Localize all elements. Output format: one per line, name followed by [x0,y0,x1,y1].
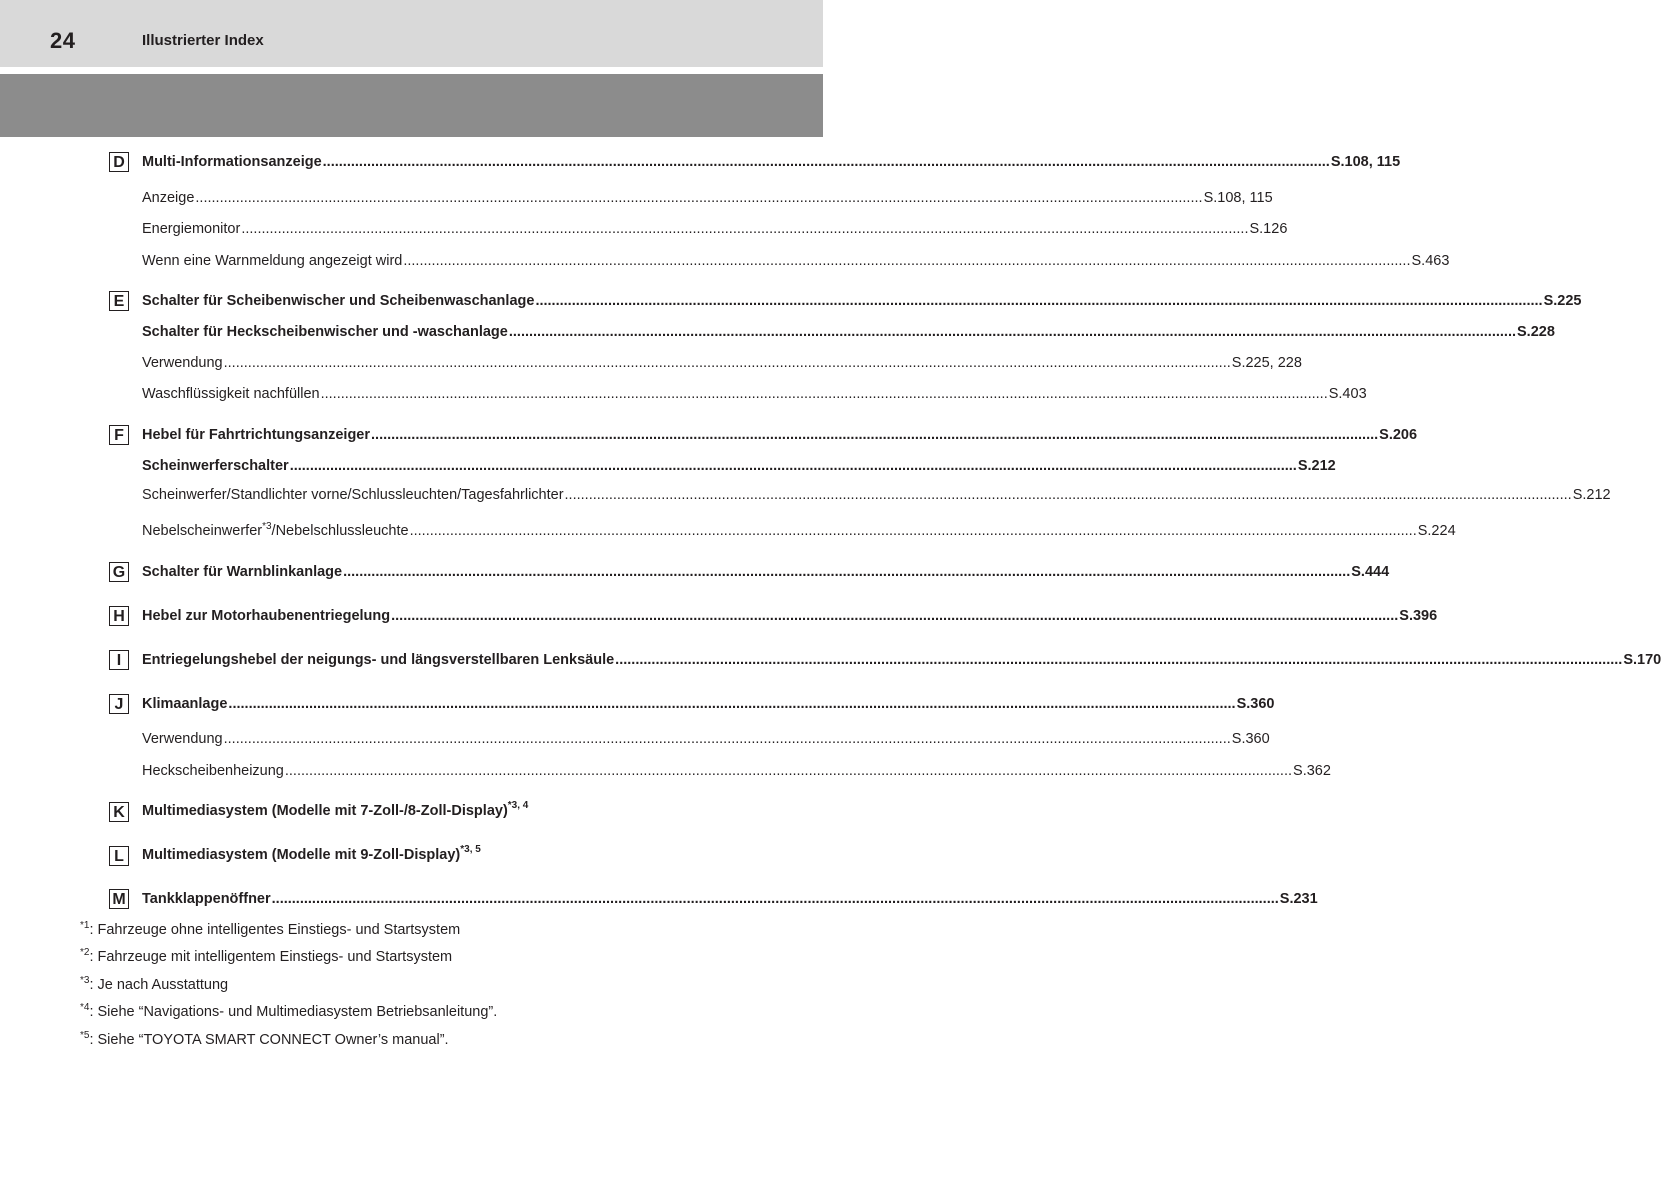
index-letter-l: L [109,846,129,866]
footnote-4: $^{*4}$: Siehe “Navigations- und Multimediasystem Betriebsanleitung”. [80,1002,498,1020]
index-entry-g-main: Schalter für Warnblinkanlage .......................................................................................................................................................................................................................................................... S.444 [142,564,1390,580]
section-title: Illustrierter Index [142,32,264,49]
index-entry-l-main: Multimediasystem (Modelle mit 9-Zoll-Display)$^{*3, 5}$ [142,844,481,863]
index-entry-e-main-2: Schalter für Heckscheibenwischer und -waschanlage .......................................................................................................................................................................................................................................................... S.228 [142,324,1555,340]
footnote-3: $^{*3}$: Je nach Ausstattung [80,975,229,993]
index-letter-h: H [109,606,129,626]
index-letter-f: F [109,425,129,445]
footnote-1: $^{*1}$: Fahrzeuge ohne intelligentes Einstiegs- und Startsystem [80,920,461,938]
index-entry-j-main: Klimaanlage .......................................................................................................................................................................................................................................................... S.360 [142,696,1275,712]
index-entry-d-sub-1: Anzeige .......................................................................................................................................................................................................................................................... S.108, 115 [142,190,1273,206]
index-letter-j: J [109,694,129,714]
index-entry-f-main: Hebel für Fahrtrichtungsanzeiger .......................................................................................................................................................................................................................................................... S.206 [142,427,1418,443]
dark-banner [0,74,823,137]
page-number: 24 [50,28,76,53]
index-entry-k-main: Multimediasystem (Modelle mit 7-Zoll-/8-Zoll-Display)$^{*3, 4}$ [142,800,529,819]
index-entry-d-main: Multi-Informationsanzeige .......................................................................................................................................................................................................................................................... S.108, 115 [142,154,1401,170]
index-entry-d-sub-3: Wenn eine Warnmeldung angezeigt wird .......................................................................................................................................................................................................................................................... S.463 [142,253,1450,269]
footnote-2: $^{*2}$: Fahrzeuge mit intelligentem Einstiegs- und Startsystem [80,947,453,965]
index-entry-f-sub-1: Scheinwerfer/Standlichter vorne/Schlussleuchten/Tagesfahrlichter .......................................................................................................................................................................................................................................................... S.212 [142,487,1611,503]
footnote-5: $^{*5}$: Siehe “TOYOTA SMART CONNECT Owner’s manual”. [80,1030,449,1048]
index-letter-e: E [109,291,129,311]
index-entry-m-main: Tankklappenöffner .......................................................................................................................................................................................................................................................... S.231 [142,891,1318,907]
index-entry-e-main: Schalter für Scheibenwischer und Scheibenwaschanlage .......................................................................................................................................................................................................................................................... S.225 [142,293,1582,309]
index-entry-d-sub-2: Energiemonitor .......................................................................................................................................................................................................................................................... S.126 [142,221,1288,237]
header-band [0,0,823,67]
index-entry-e-sub-1: Verwendung .......................................................................................................................................................................................................................................................... S.225, 228 [142,355,1302,371]
index-entry-e-sub-2: Waschflüssigkeit nachfüllen .......................................................................................................................................................................................................................................................... S.403 [142,386,1367,402]
index-letter-i: I [109,650,129,670]
index-entry-j-sub-1: Verwendung .......................................................................................................................................................................................................................................................... S.360 [142,731,1270,747]
index-letter-d: D [109,152,129,172]
index-letter-m: M [109,889,129,909]
index-entry-h-main: Hebel zur Motorhaubenentriegelung .......................................................................................................................................................................................................................................................... S.396 [142,608,1438,624]
index-letter-k: K [109,802,129,822]
index-entry-f-main-2: Scheinwerferschalter .......................................................................................................................................................................................................................................................... S.212 [142,458,1336,474]
index-entry-f-sub-2: Nebelscheinwerfer$^{*3}$/Nebelschlussleuchte .......................................................................................................................................................................................................................................................... S.224 [142,521,1456,539]
index-entry-j-sub-2: Heckscheibenheizung .......................................................................................................................................................................................................................................................... S.362 [142,763,1331,779]
index-entry-i-main: Entriegelungshebel der neigungs- und längsverstellbaren Lenksäule .......................................................................................................................................................................................................................................................... S.170 [142,652,1661,668]
index-letter-g: G [109,562,129,582]
